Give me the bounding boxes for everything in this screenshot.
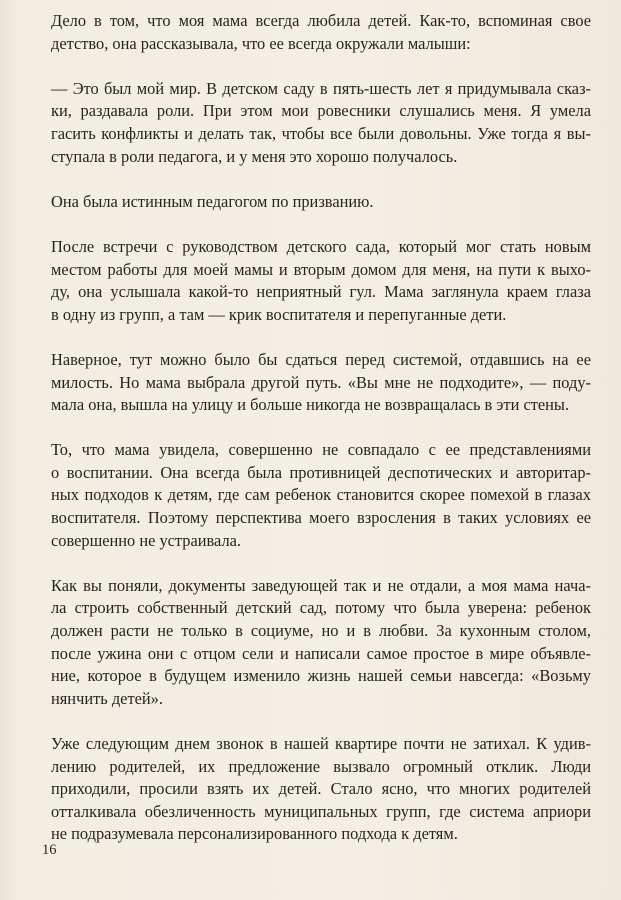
text-line: Дело в том, что моя мама всегда любила детей. Как-то, вспоминая свое bbox=[51, 11, 591, 30]
paragraph bbox=[51, 733, 591, 846]
text-line: ние, которое в будущем изменило жизнь нашей семьи навсегда: «Возьму bbox=[51, 666, 591, 686]
text-line: ду, она услышала какой-то неприятный гул. Мама заглянула краем глаза bbox=[51, 282, 591, 302]
text-line: ки, раздавала роли. При этом мои ровесники слушались меня. Я умела bbox=[51, 101, 591, 121]
text-line: нянчить детей». bbox=[51, 688, 163, 708]
text-line: лению родителей, их предложение вызвало огромный отклик. Люди bbox=[51, 756, 591, 776]
text-line: ных подходов к детям, где сам ребенок становится скорее помехой в глазах bbox=[51, 485, 591, 505]
text-line: ла строить собственный детский сад, потому что была уверена: ребенок bbox=[51, 598, 591, 618]
text-line: мала она, вышла на улицу и больше никогда не возвращалась в эти стены. bbox=[51, 395, 570, 415]
text-line: После встречи с руководством детского сада, который мог стать новым bbox=[51, 236, 591, 256]
text-line: Она была истинным педагогом по призванию. bbox=[51, 191, 374, 211]
paragraph bbox=[51, 78, 591, 168]
text-line: местом работы для моей мамы и вторым домом для меня, на пути к выхо- bbox=[51, 259, 591, 279]
paragraph bbox=[51, 236, 591, 326]
text-line: — Это был мой мир. В детском саду в пять-шесть лет я придумывала сказ- bbox=[51, 78, 591, 98]
text-line: совершенно не устраивала. bbox=[51, 530, 242, 550]
text-line: гасить конфликты и делать так, чтобы все были довольны. Уже тогда я вы- bbox=[51, 123, 591, 143]
text-line: воспитателя. Поэтому перспектива моего взросления в таких условиях ее bbox=[51, 508, 591, 528]
text-line: отталкивала обезличенность муниципальных групп, где система априори bbox=[51, 801, 591, 821]
paragraph bbox=[51, 575, 591, 711]
text-line: То, что мама увидела, совершенно не совпадало с ее представлениями bbox=[51, 440, 591, 460]
paragraph bbox=[51, 191, 591, 214]
paragraph bbox=[51, 349, 591, 417]
text-line: детство, она рассказывала, что ее всегда окружали малыши: bbox=[51, 33, 471, 53]
text-line: не подразумевала персонализированного подхода к детям. bbox=[51, 824, 458, 844]
text-line: Уже следующим днем звонок в нашей квартире почти не затихал. К удив- bbox=[51, 734, 591, 753]
text-line: о воспитании. Она всегда была противницей деспотических и авторитар- bbox=[51, 462, 591, 482]
paragraph bbox=[51, 439, 591, 552]
text-line: Наверное, тут можно было бы сдаться перед системой, отдавшись на ее bbox=[51, 349, 591, 369]
page-number: 16 bbox=[42, 842, 57, 858]
text-line: милость. Но мама выбрала другой путь. «Вы мне не подходите», — поду- bbox=[51, 372, 591, 392]
text-line: должен расти не только в социуме, но и в любви. За кухонным столом, bbox=[51, 621, 591, 641]
text-line: Как вы поняли, документы заведующей так и не отдали, а моя мама нача- bbox=[51, 575, 591, 595]
text-line: в одну из групп, а там — крик воспитателя и перепуганные дети. bbox=[51, 304, 507, 324]
text-line: приходили, просили взять их детей. Стало ясно, что многих родителей bbox=[51, 779, 591, 799]
text-line: ступала в роли педагога, и у меня это хорошо получалось. bbox=[51, 146, 458, 166]
paragraph bbox=[51, 10, 591, 55]
text-line: после ужина они с отцом сели и написали самое простое в мире объявле- bbox=[51, 643, 591, 663]
body-text bbox=[51, 10, 591, 869]
